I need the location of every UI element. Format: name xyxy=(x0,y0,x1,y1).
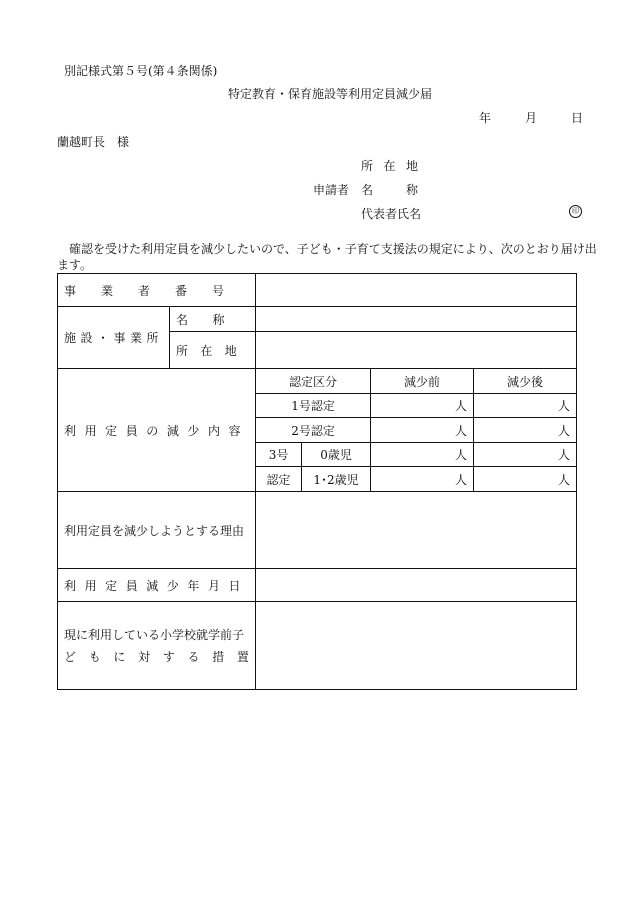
measures-field[interactable] xyxy=(256,602,577,690)
reduction-date-row xyxy=(58,569,577,602)
form-title: 特定教育・保育施設等利用定員減少届 xyxy=(228,87,433,101)
age12-after-field[interactable]: 人 xyxy=(474,467,577,492)
type1-label: 1号認定 xyxy=(256,394,371,418)
age0-label: 0歳児 xyxy=(302,443,371,467)
application-form-table xyxy=(57,273,577,690)
type3-label-bottom: 認定 xyxy=(256,467,302,492)
facility-name-field[interactable] xyxy=(256,307,577,332)
applicant-name-label: 名 称 xyxy=(361,183,418,197)
facility-location-field[interactable] xyxy=(256,332,577,369)
facility-name-row xyxy=(58,307,577,332)
operator-number-row xyxy=(58,274,577,307)
type2-before-field[interactable]: 人 xyxy=(371,418,474,443)
intro-text-line1: 確認を受けた利用定員を減少したいので、子ども・子育て支援法の規定により、次のとおり届け出 xyxy=(57,242,597,256)
applicant-location-label: 所 在 地 xyxy=(361,159,418,173)
form-number: 別記様式第５号(第４条関係) xyxy=(64,64,218,78)
type1-before-field[interactable]: 人 xyxy=(371,394,474,418)
date-year-label: 年 xyxy=(479,111,492,125)
reason-row xyxy=(58,492,577,569)
capacity-content-label: 利 用 定 員 の 減 少 内 容 xyxy=(58,369,256,492)
facility-location-label: 所 在 地 xyxy=(170,332,256,369)
measures-label-line1: 現に利用している小学校就学前子 xyxy=(64,627,245,642)
addressee: 蘭越町長 様 xyxy=(57,135,130,149)
measures-label-line2: ど も に 対 す る 措 置 xyxy=(64,649,249,664)
age12-label: 1･2歳児 xyxy=(302,467,371,492)
date-month-label: 月 xyxy=(525,111,538,125)
type1-after-field[interactable]: 人 xyxy=(474,394,577,418)
representative-label: 代表者氏名 xyxy=(361,207,422,221)
category-column-header: 認定区分 xyxy=(256,369,371,394)
reason-field[interactable] xyxy=(256,492,577,569)
applicant-label: 申請者 xyxy=(313,183,350,197)
date-day-label: 日 xyxy=(571,111,584,125)
reduction-date-label: 利 用 定 員 減 少 年 月 日 xyxy=(58,569,256,602)
reduction-date-field[interactable] xyxy=(256,569,577,602)
seal-mark-icon: 印 xyxy=(569,205,582,218)
age12-before-field[interactable]: 人 xyxy=(371,467,474,492)
facility-name-label: 名 称 xyxy=(170,307,256,332)
after-column-header: 減少後 xyxy=(474,369,577,394)
type2-label: 2号認定 xyxy=(256,418,371,443)
before-column-header: 減少前 xyxy=(371,369,474,394)
operator-number-label: 事 業 者 番 号 xyxy=(58,274,256,307)
operator-number-field[interactable] xyxy=(256,274,577,307)
type3-label-top: 3号 xyxy=(256,443,302,467)
reason-label: 利用定員を減少しようとする理由 xyxy=(58,492,256,569)
age0-before-field[interactable]: 人 xyxy=(371,443,474,467)
measures-row xyxy=(58,602,577,690)
age0-after-field[interactable]: 人 xyxy=(474,443,577,467)
capacity-header-row xyxy=(58,369,577,394)
intro-text-line2: ます。 xyxy=(57,258,93,272)
facility-label: 施 設 ・ 事 業 所 xyxy=(58,307,170,369)
type2-after-field[interactable]: 人 xyxy=(474,418,577,443)
measures-label xyxy=(58,602,256,690)
